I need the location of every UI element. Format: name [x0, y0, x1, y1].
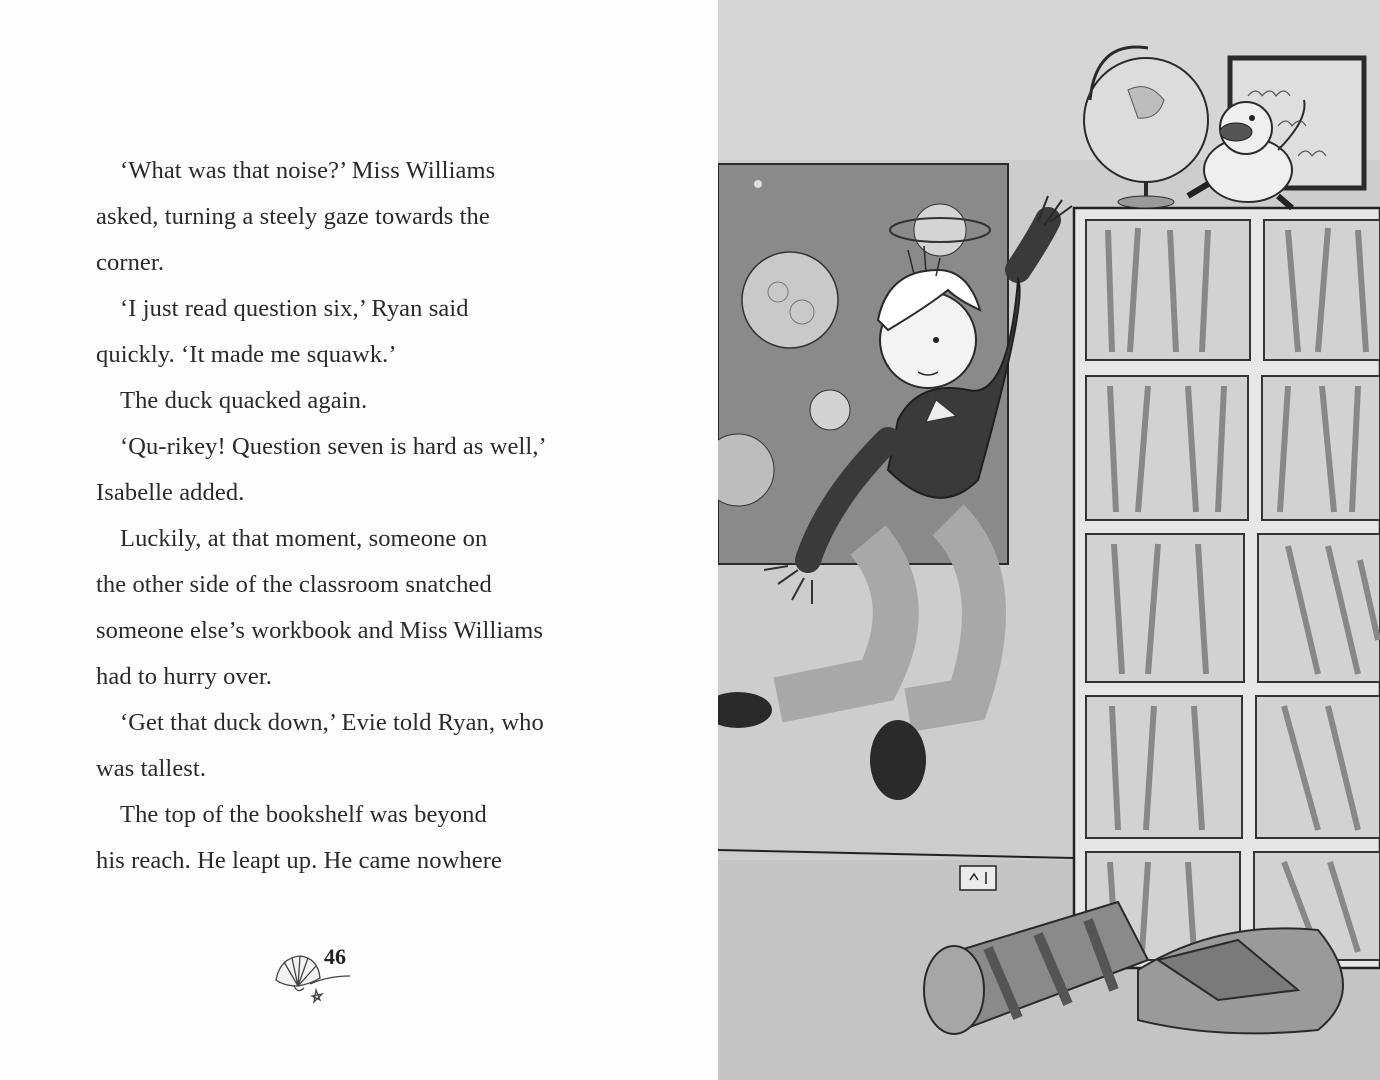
text-line: ‘What was that noise?’ Miss Williams — [120, 157, 496, 184]
paragraph-4 — [96, 424, 616, 516]
text-line: corner. — [96, 249, 165, 276]
paragraph-2 — [96, 286, 616, 378]
story-text — [96, 148, 616, 884]
paragraph-5 — [96, 516, 616, 700]
paragraph-6 — [96, 700, 616, 792]
page-folio — [270, 940, 360, 1020]
text-line: The duck quacked again. — [120, 387, 368, 414]
paragraph-7 — [96, 792, 616, 884]
bookshelf-icon — [1074, 208, 1380, 968]
text-line: someone else’s workbook and Miss Williams — [96, 617, 544, 644]
text-line: The top of the bookshelf was beyond — [120, 801, 487, 828]
text-line: Luckily, at that moment, someone on — [120, 525, 488, 552]
text-line: his reach. He leapt up. He came nowhere — [96, 847, 502, 874]
text-line: quickly. ‘It made me squawk.’ — [96, 341, 397, 368]
text-line: had to hurry over. — [96, 663, 272, 690]
power-socket-icon — [960, 866, 996, 890]
text-line: ‘Qu-rikey! Question seven is hard as well,’ — [120, 433, 547, 460]
text-line: was tallest. — [96, 755, 207, 782]
text-line: ‘Get that duck down,’ Evie told Ryan, who — [120, 709, 544, 736]
text-line: Isabelle added. — [96, 479, 245, 506]
classroom-illustration — [718, 0, 1380, 1080]
paragraph-3 — [96, 378, 616, 424]
text-line: asked, turning a steely gaze towards the — [96, 203, 490, 230]
illustration-panel — [718, 0, 1380, 1080]
page-number: 46 — [324, 944, 346, 969]
text-line: ‘I just read question six,’ Ryan said — [120, 295, 469, 322]
shell-star-ornament-icon — [270, 940, 360, 1020]
text-line: the other side of the classroom snatched — [96, 571, 492, 598]
paragraph-1 — [96, 148, 616, 286]
